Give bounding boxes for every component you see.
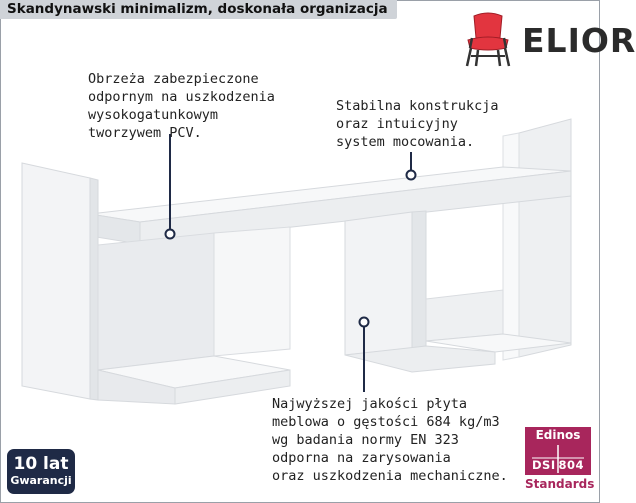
callout-edges bbox=[88, 70, 275, 142]
callout-line: oraz uszkodzenia mechaniczne. bbox=[272, 468, 508, 484]
cert-code-left: DSI bbox=[532, 458, 556, 472]
callout-board-quality bbox=[272, 395, 508, 485]
warranty-years: 10 lat bbox=[13, 454, 69, 474]
warranty-badge bbox=[7, 449, 75, 494]
callout-line: tworzywem PCV. bbox=[88, 125, 202, 141]
callout-line: meblowa o gęstości 684 kg/m3 bbox=[272, 414, 500, 430]
callout-line: odporna na zarysowania bbox=[272, 450, 451, 466]
headline-banner: Skandynawski minimalizm, doskonała organizacja bbox=[0, 0, 397, 19]
callout-line: odpornym na uszkodzenia bbox=[88, 89, 275, 105]
callout-line: system mocowania. bbox=[336, 134, 475, 150]
callout-line: oraz intuicyjny bbox=[336, 116, 458, 132]
certification-badge bbox=[525, 427, 595, 495]
callout-construction bbox=[336, 97, 499, 151]
brand-name: ELIOR bbox=[522, 21, 636, 60]
cert-subtitle: Standards bbox=[525, 477, 595, 491]
callout-line: wysokogatunkowym bbox=[88, 107, 219, 123]
cert-name: Edinos bbox=[535, 428, 581, 442]
callout-line: Stabilna konstrukcja bbox=[336, 98, 499, 114]
warranty-label: Gwarancji bbox=[10, 474, 72, 487]
callout-line: wg badania normy EN 323 bbox=[272, 432, 459, 448]
cert-code bbox=[532, 458, 584, 473]
callout-line: Najwyższej jakości płyta bbox=[272, 396, 468, 412]
callout-line: Obrzeża zabezpieczone bbox=[88, 71, 259, 87]
cert-code-right: 804 bbox=[558, 458, 584, 472]
cert-top bbox=[525, 427, 591, 475]
